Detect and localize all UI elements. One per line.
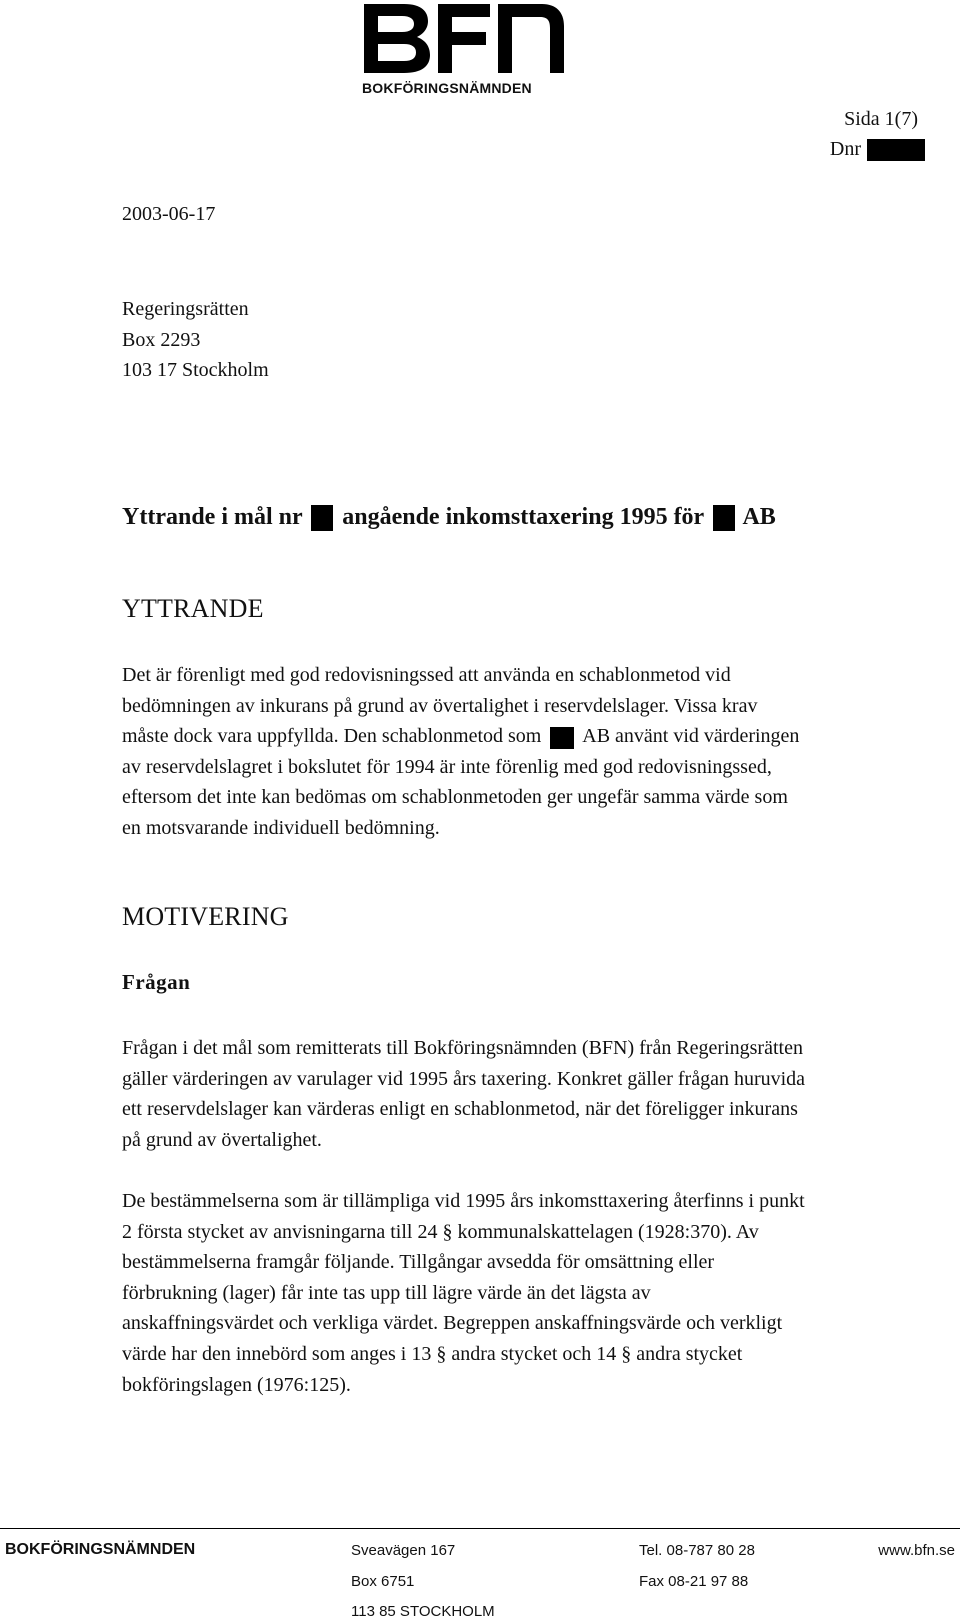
text-segment: måste dock vara uppfyllda. Den schablonmetod som <box>122 725 542 748</box>
recipient-city: 103 17 Stockholm <box>122 359 269 381</box>
motivering-paragraph-1 <box>122 1033 960 1155</box>
recipient-address <box>122 294 269 386</box>
text-line: eftersom det inte kan bedömas om schablonmetoden ger ungefär samma värde som <box>122 786 788 809</box>
redaction-bar <box>867 139 925 161</box>
document-heading <box>122 504 776 531</box>
text-line: Frågan i det mål som remitterats till Bokföringsnämnden (BFN) från Regeringsrätten <box>122 1037 803 1059</box>
footer-box: Box 6751 <box>351 1573 415 1590</box>
recipient-name: Regeringsrätten <box>122 298 249 320</box>
text-line: De bestämmelserna som är tillämpliga vid 1995 års inkomsttaxering återfinns i punkt <box>122 1190 805 1212</box>
footer-fax: Fax 08-21 97 88 <box>639 1573 749 1590</box>
text-line: en motsvarande individuell bedömning. <box>122 816 440 839</box>
text-line: 2 första stycket av anvisningarna till 24 § kommunalskattelagen (1928:370). Av <box>122 1220 759 1243</box>
document-date: 2003-06-17 <box>122 203 216 225</box>
text-segment: AB använt vid värderingen <box>582 725 800 748</box>
footer-city: 113 85 STOCKHOLM <box>351 1603 495 1620</box>
page-number: Sida 1(7) <box>844 108 918 130</box>
section-title-yttrande: YTTRANDE <box>122 594 264 623</box>
subheading-fragan: Frågan <box>122 970 191 994</box>
dnr-label: Dnr <box>829 138 861 160</box>
redaction-bar <box>713 505 735 531</box>
recipient-box: Box 2293 <box>122 328 201 351</box>
logo-subtitle: BOKFÖRINGSNÄMNDEN <box>362 80 532 96</box>
footer-divider <box>0 1528 960 1529</box>
bfn-logo <box>362 2 566 74</box>
heading-part-2: angående inkomsttaxering 1995 för <box>342 504 704 530</box>
section-title-motivering: MOTIVERING <box>122 902 289 931</box>
heading-part-1: Yttrande i mål nr <box>122 504 303 530</box>
heading-part-3: AB <box>742 504 776 530</box>
text-line: Det är förenligt med god redovisningssed att använda en schablonmetod vid <box>122 664 731 686</box>
text-line: gäller värderingen av varulager vid 1995 års taxering. Konkret gäller frågan huruvida <box>122 1067 806 1090</box>
text-line: av reservdelslagret i bokslutet för 1994 är inte förenlig med god redovisningssed, <box>122 755 772 778</box>
footer-website[interactable]: www.bfn.se <box>878 1542 955 1559</box>
text-line: förbrukning (lager) får inte tas upp till lägre värde än det lägsta av <box>122 1281 651 1304</box>
text-line: på grund av övertalighet. <box>122 1128 322 1151</box>
text-line: bestämmelserna framgår följande. Tillgångar avsedda för omsättning eller <box>122 1251 715 1274</box>
motivering-paragraph-2 <box>122 1186 960 1400</box>
footer-organization: BOKFÖRINGSNÄMNDEN <box>5 1541 196 1558</box>
footer-street: Sveavägen 167 <box>351 1542 456 1559</box>
text-line: bedömningen av inkurans på grund av övertalighet i reservdelslager. Vissa krav <box>122 694 758 717</box>
text-line: värde har den innebörd som anges i 13 § andra stycket och 14 § andra stycket <box>122 1342 743 1365</box>
text-line: ett reservdelslager kan värderas enligt en schablonmetod, när det föreligger inkurans <box>122 1098 798 1121</box>
text-line: bokföringslagen (1976:125). <box>122 1373 351 1396</box>
redaction-bar <box>311 505 333 531</box>
text-line: anskaffningsvärdet och verkliga värdet. Begreppen anskaffningsvärde och verkligt <box>122 1312 783 1335</box>
footer-phone: Tel. 08-787 80 28 <box>639 1542 755 1559</box>
redaction-bar <box>550 727 574 749</box>
yttrande-paragraph <box>122 660 960 844</box>
text-line <box>122 721 960 752</box>
dnr-line <box>830 138 925 161</box>
